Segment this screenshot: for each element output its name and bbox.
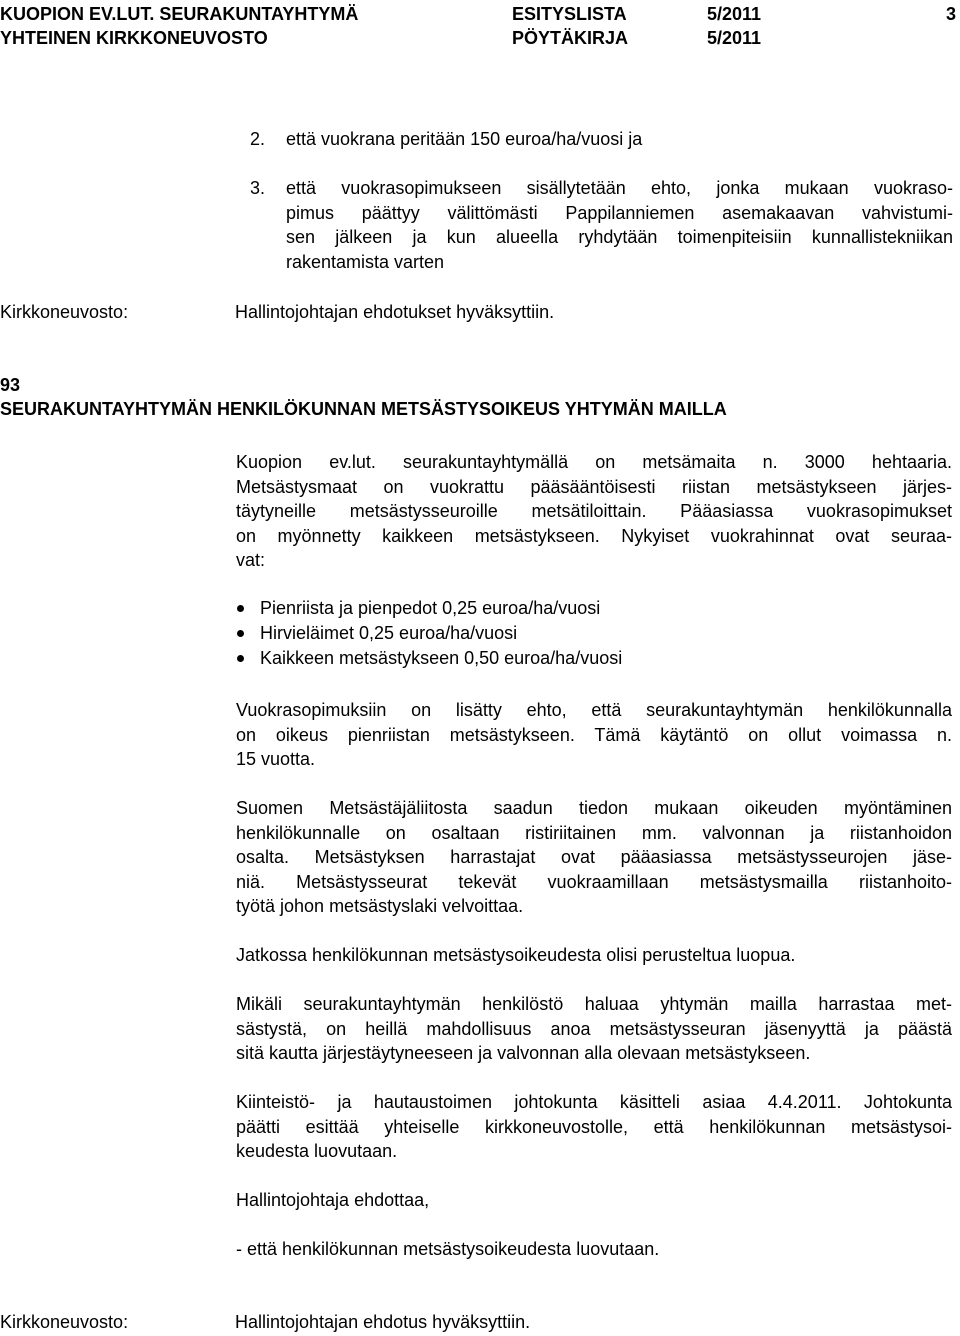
text-line: keudesta luovutaan. [236, 1141, 398, 1161]
text-line: 15 vuotta. [236, 749, 316, 769]
text-line: Vuokrasopimuksiin on lisätty ehto, että seurakuntayhtymän henkilökunnalla [236, 700, 952, 720]
list-item: Pienriista ja pienpedot 0,25 euroa/ha/vuosi [236, 596, 622, 621]
text-line: sästystä, on heillä mahdollisuus anoa metsästysseuran jäsenyyttä ja päästä [236, 1018, 952, 1039]
list-item: Kaikkeen metsästykseen 0,50 euroa/ha/vuosi [236, 646, 622, 671]
numbered-point-2 [250, 127, 642, 152]
section-number: 93 [0, 375, 21, 395]
paragraph-hunters-association [236, 796, 952, 919]
text-line: täytyneille metsästysseuroille metsätiloittain. Pääasiassa vuokrasopimukset [236, 501, 952, 521]
text-line: niä. Metsästysseurat tekevät vuokraamillaan metsästysmailla riistanhoito- [236, 871, 952, 892]
rent-price-list [236, 596, 622, 671]
text-line: Mikäli seurakuntayhtymän henkilöstö haluaa yhtymän mailla harrastaa met- [236, 994, 952, 1014]
point-text: että vuokrana peritään 150 euroa/ha/vuosi ja [286, 129, 643, 149]
paragraph-forest-lands [236, 450, 952, 573]
section-title: SEURAKUNTAYHTYMÄN HENKILÖKUNNAN METSÄSTYSOIKEUS YHTYMÄN MAILLA [0, 399, 727, 419]
list-item: Hirvieläimet 0,25 euroa/ha/vuosi [236, 621, 622, 646]
paragraph-recommendation [236, 943, 952, 968]
numbered-point-3-number: 3. [250, 178, 266, 198]
meeting-number-minutes: 5/2011 [707, 28, 762, 48]
text-line: Suomen Metsästäjäliitosta saadun tiedon mukaan oikeuden myöntäminen [236, 798, 952, 818]
text-line: henkilökunnalle on osaltaan ristiriitainen mm. valvonnan ja riistanhoidon [236, 822, 952, 843]
text-line: pimus päättyy välittömästi Pappilanniemen asemakaavan vahvistumi- [286, 202, 953, 223]
paragraph-staff-membership [236, 992, 952, 1066]
organization-name: KUOPION EV.LUT. SEURAKUNTAYHTYMÄ [0, 4, 359, 24]
council-decision: Hallintojohtajan ehdotukset hyväksyttiin. [235, 302, 555, 322]
text-line: sitä kautta järjestäytyneeseen ja valvonnan alla olevaan metsästykseen. [236, 1043, 811, 1063]
paragraph-board-decision [236, 1090, 952, 1164]
text-line: että vuokrasopimukseen sisällytetään ehto, jonka mukaan vuokraso- [286, 178, 953, 198]
text-line: vat: [236, 550, 266, 570]
text-line: on oikeus pienriistan metsästykseen. Tämä käytäntö on ollut voimassa n. [236, 724, 952, 745]
numbered-point-3-text [286, 176, 953, 274]
text-line: Kuopion ev.lut. seurakuntayhtymällä on metsämaita n. 3000 hehtaaria. [236, 452, 952, 472]
council-label: Kirkkoneuvosto: [0, 1312, 129, 1332]
proposal-item: - että henkilökunnan metsästysoikeudesta luovutaan. [236, 1239, 660, 1259]
text-line: on myönnetty kaikkeen metsästykseen. Nykyiset vuokrahinnat ovat seuraa- [236, 525, 952, 546]
text-line: Kiinteistö- ja hautaustoimen johtokunta käsitteli asiaa 4.4.2011. Johtokunta [236, 1092, 952, 1112]
doc-type-minutes: PÖYTÄKIRJA [512, 28, 629, 48]
text-line: päätti esittää yhteiselle kirkkoneuvostolle, että henkilökunnan metsästysoi- [236, 1116, 952, 1137]
text-line: rakentamista varten [286, 251, 445, 272]
paragraph-lease-terms [236, 698, 952, 772]
council-name: YHTEINEN KIRKKONEUVOSTO [0, 28, 268, 48]
council-label: Kirkkoneuvosto: [0, 302, 129, 322]
doc-type-agenda: ESITYSLISTA [512, 4, 627, 24]
text-line: Jatkossa henkilökunnan metsästysoikeudesta olisi perusteltua luopua. [236, 945, 796, 965]
text-line: työtä johon metsästyslaki velvoittaa. [236, 896, 524, 916]
text-line: osalta. Metsästyksen harrastajat ovat pääasiassa metsästysseurojen jäse- [236, 847, 952, 867]
page-number: 3 [946, 4, 957, 24]
meeting-number-agenda: 5/2011 [707, 4, 762, 24]
proposal-intro: Hallintojohtaja ehdottaa, [236, 1190, 430, 1210]
council-decision: Hallintojohtajan ehdotus hyväksyttiin. [235, 1312, 531, 1332]
point-number: 2. [250, 129, 266, 149]
document-header [0, 2, 960, 52]
text-line: sen jälkeen ja kun alueella ryhdytään toimenpiteisiin kunnallistekniikan [286, 227, 953, 247]
text-line: Metsästysmaat on vuokrattu pääsääntöisesti riistan metsästykseen järjes- [236, 476, 952, 497]
